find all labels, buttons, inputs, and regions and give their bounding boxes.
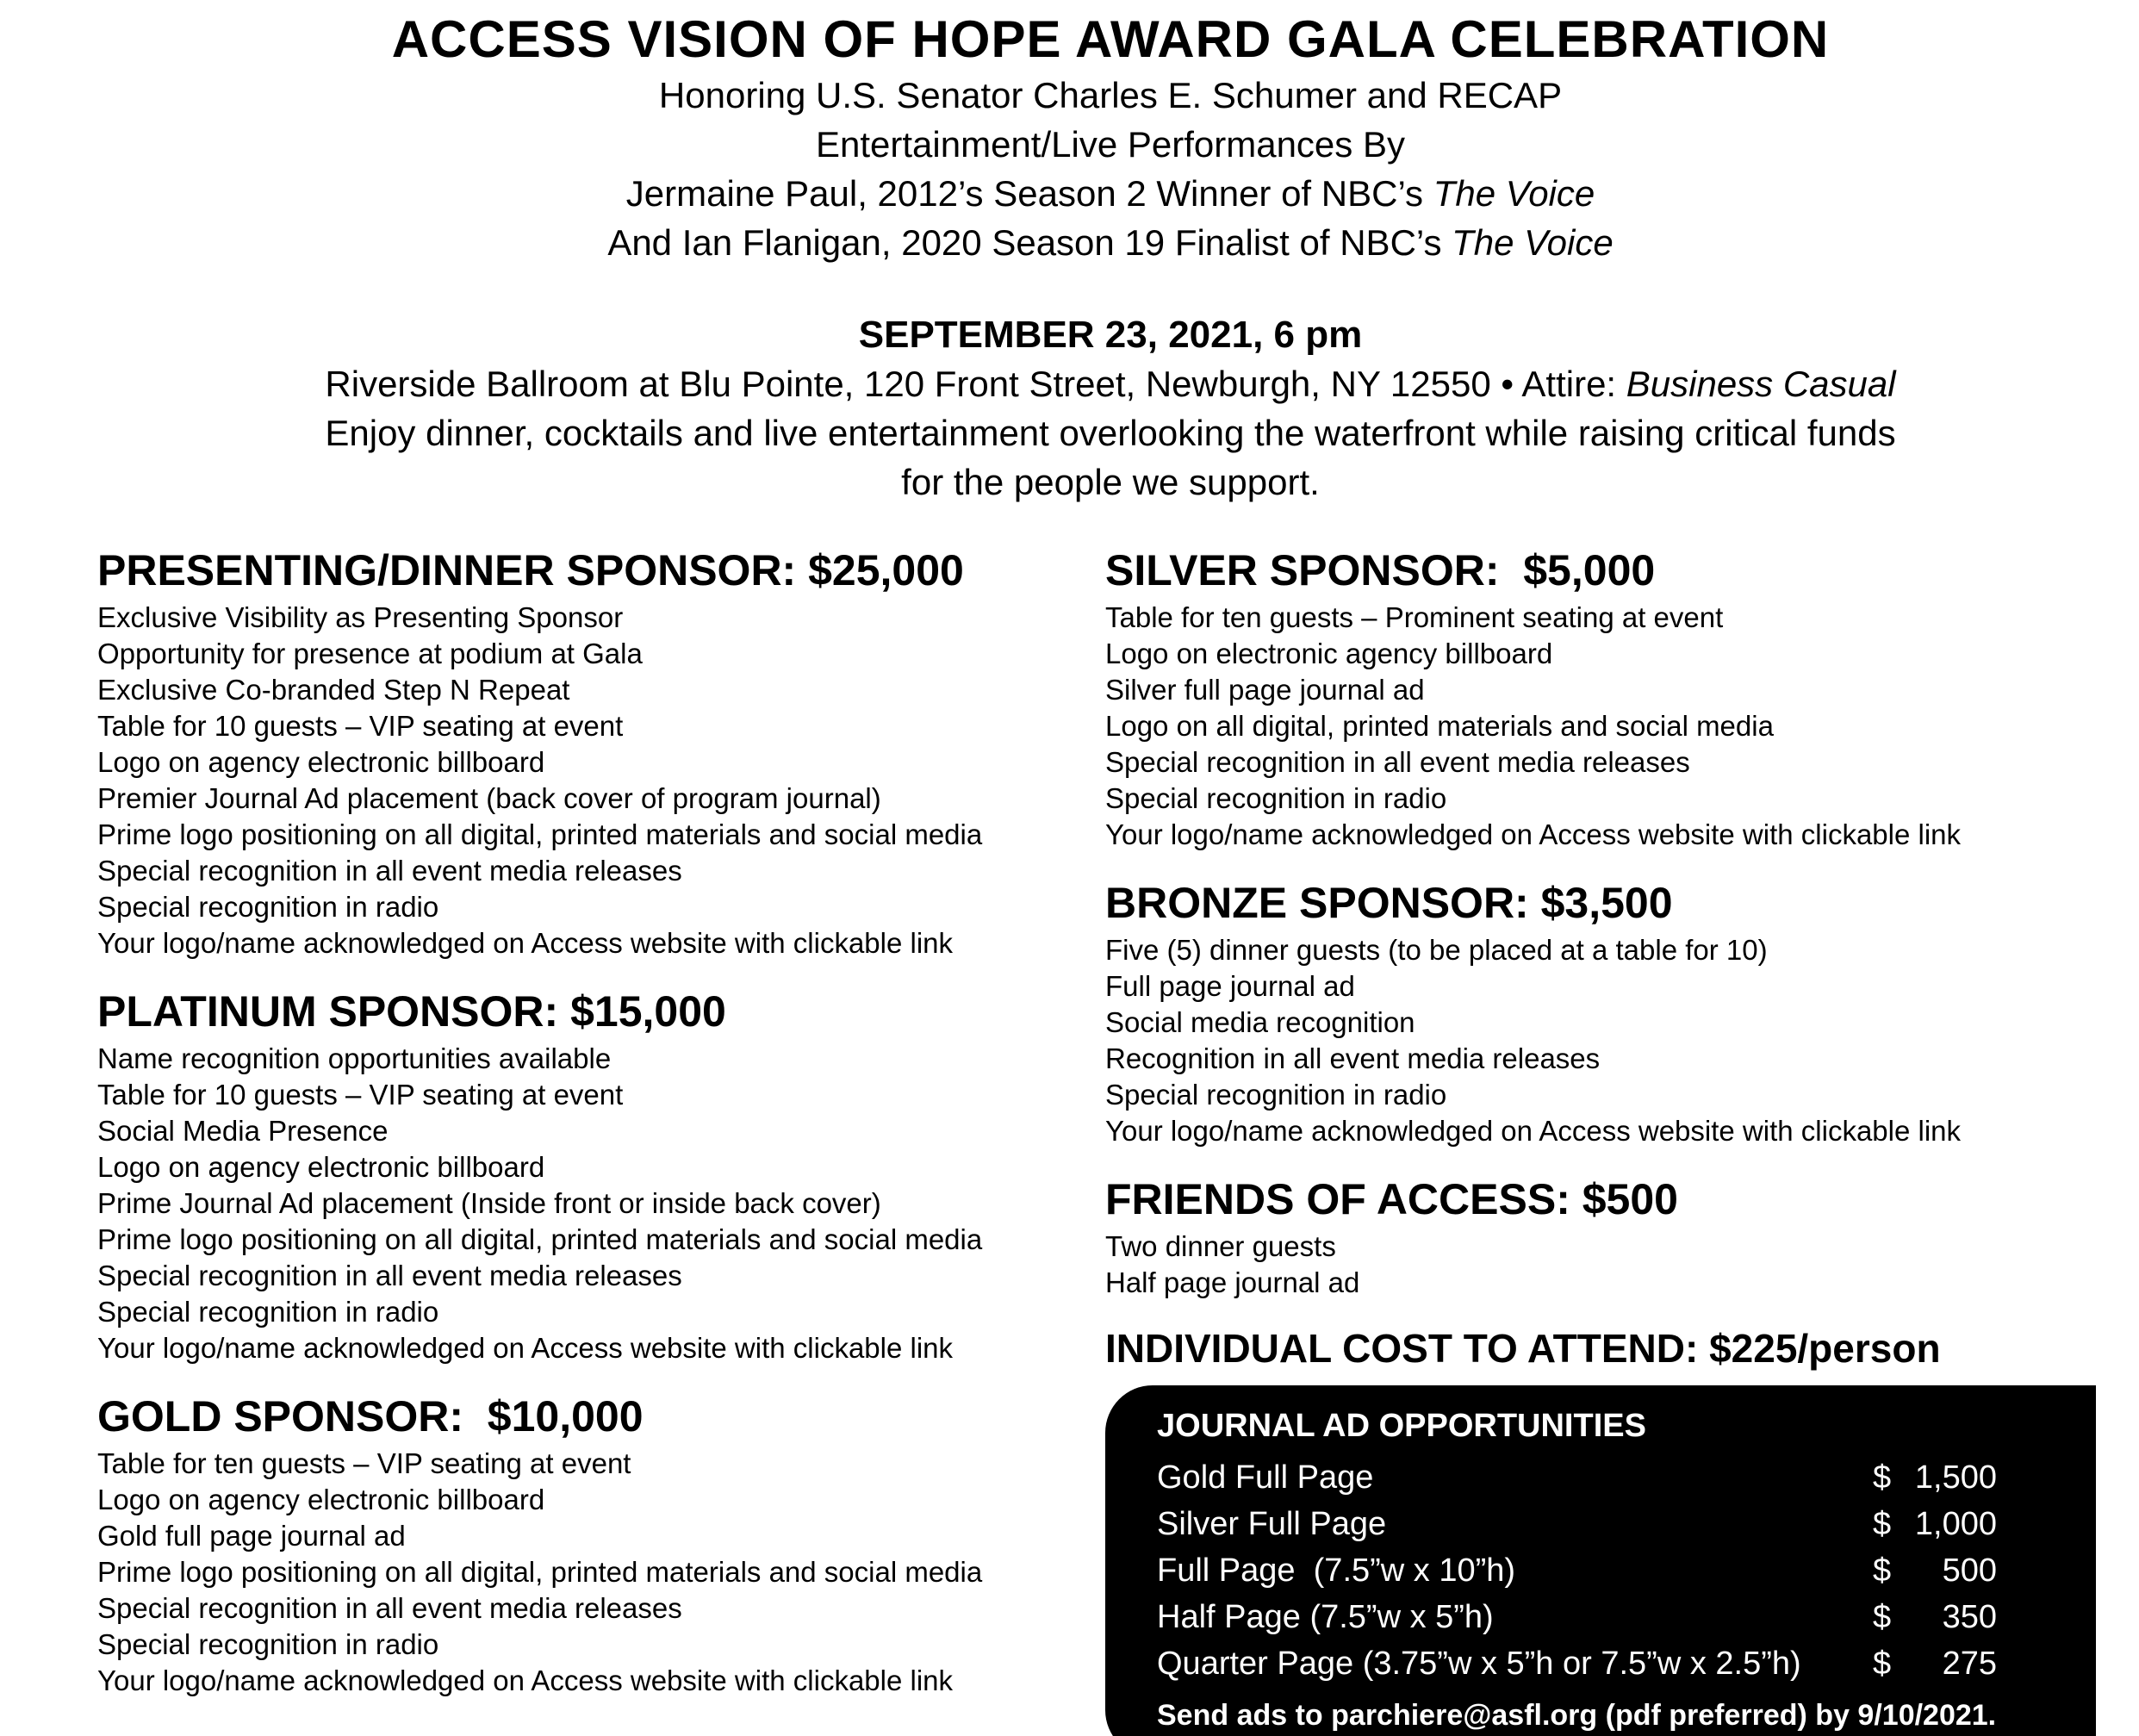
performer2-show-title: The Voice: [1452, 222, 1614, 263]
benefit-item: Logo on agency electronic billboard: [97, 1484, 545, 1515]
left-column: [97, 546, 1105, 1736]
right-column: [1105, 546, 2123, 1736]
benefit-item: Logo on electronic agency billboard: [1105, 638, 1553, 669]
benefit-item: Special recognition in radio: [97, 1296, 439, 1328]
benefit-item: Opportunity for presence at podium at Gala: [97, 638, 643, 669]
benefit-item: Logo on agency electronic billboard: [97, 746, 545, 778]
gold-sponsor-section: [97, 1392, 1105, 1699]
performer1-show-title: The Voice: [1433, 173, 1595, 214]
presenting-sponsor-section: [97, 546, 1105, 961]
silver-sponsor-heading: SILVER SPONSOR: $5,000: [1105, 546, 1656, 594]
benefit-item: Special recognition in radio: [97, 1628, 439, 1660]
benefit-item: Prime logo positioning on all digital, printed materials and social media: [97, 1556, 983, 1588]
platinum-sponsor-heading: PLATINUM SPONSOR: $15,000: [97, 987, 726, 1036]
ad-price: 500: [1942, 1552, 1997, 1589]
ad-price: 1,500: [1914, 1459, 1997, 1496]
benefit-item: Prime logo positioning on all digital, printed materials and social media: [97, 818, 983, 850]
ad-size-label: Quarter Page (3.75”w x 5”h or 7.5”w x 2.5”h): [1157, 1646, 1801, 1682]
benefit-item: Your logo/name acknowledged on Access website with clickable link: [1105, 1115, 1962, 1147]
benefit-item: Special recognition in radio: [1105, 782, 1447, 814]
benefit-item: Logo on all digital, printed materials and social media: [1105, 710, 1774, 742]
journal-ad-row: [1157, 1547, 2070, 1594]
benefit-item: Special recognition in all event media releases: [1105, 746, 1690, 778]
ad-price: 350: [1942, 1599, 1997, 1635]
benefit-item: Your logo/name acknowledged on Access website with clickable link: [1105, 818, 1962, 850]
send-ads-instruction: Send ads to parchiere@asfl.org (pdf preferred) by 9/10/2021.: [1157, 1699, 1997, 1732]
benefit-item: Gold full page journal ad: [97, 1520, 406, 1552]
event-datetime: SEPTEMBER 23, 2021, 6 pm: [858, 314, 1363, 356]
benefit-item: Exclusive Co-branded Step N Repeat: [97, 674, 570, 706]
benefit-item: Full page journal ad: [1105, 970, 1355, 1002]
journal-ad-row: [1157, 1640, 2070, 1687]
currency-symbol: $: [1873, 1552, 1892, 1589]
ad-size-label: Silver Full Page: [1157, 1506, 1387, 1542]
friends-of-access-heading: FRIENDS OF ACCESS: $500: [1105, 1175, 1678, 1223]
event-description-line2: for the people we support.: [901, 462, 1320, 502]
silver-sponsor-section: [1105, 546, 2123, 853]
gold-sponsor-heading: GOLD SPONSOR: $10,000: [97, 1392, 644, 1440]
performer1-line: [97, 169, 2123, 218]
benefit-item: Silver full page journal ad: [1105, 674, 1425, 706]
attire-text: Business Casual: [1626, 364, 1896, 404]
benefit-item: Your logo/name acknowledged on Access website with clickable link: [97, 1332, 954, 1364]
entertainment-line: Entertainment/Live Performances By: [816, 124, 1405, 165]
benefit-item: Five (5) dinner guests (to be placed at a table for 10): [1105, 934, 1768, 966]
benefit-item: Your logo/name acknowledged on Access website with clickable link: [97, 1664, 954, 1696]
benefit-item: Table for 10 guests – VIP seating at event: [97, 710, 624, 742]
event-description-line1: Enjoy dinner, cocktails and live entertainment overlooking the waterfront while raising critical funds: [325, 413, 1896, 453]
venue-text: Riverside Ballroom at Blu Pointe, 120 Front Street, Newburgh, NY 12550 • Attire:: [325, 364, 1626, 404]
individual-cost-heading: INDIVIDUAL COST TO ATTEND: $225/person: [1105, 1326, 1941, 1371]
ad-size-label: Half Page (7.5”w x 5”h): [1157, 1599, 1494, 1635]
ad-size-label: Full Page (7.5”w x 10”h): [1157, 1552, 1516, 1589]
friends-of-access-section: [1105, 1175, 2123, 1301]
benefit-item: Logo on agency electronic billboard: [97, 1151, 545, 1183]
bronze-sponsor-section: [1105, 879, 2123, 1149]
presenting-sponsor-heading: PRESENTING/DINNER SPONSOR: $25,000: [97, 546, 964, 594]
benefit-item: Your logo/name acknowledged on Access website with clickable link: [97, 927, 954, 959]
benefit-item: Table for ten guests – Prominent seating at event: [1105, 601, 1724, 633]
ad-price: 275: [1942, 1646, 1997, 1682]
sponsor-columns: [97, 546, 2123, 1736]
performer1-text: Jermaine Paul, 2012’s Season 2 Winner of NBC’s: [625, 173, 1433, 214]
benefit-item: Table for 10 guests – VIP seating at event: [97, 1079, 624, 1111]
currency-symbol: $: [1873, 1646, 1892, 1682]
benefit-item: Social media recognition: [1105, 1006, 1415, 1038]
honoring-line: Honoring U.S. Senator Charles E. Schumer and RECAP: [658, 75, 1563, 115]
journal-ad-row: [1157, 1594, 2070, 1640]
currency-symbol: $: [1873, 1599, 1892, 1635]
benefit-item: Premier Journal Ad placement (back cover of program journal): [97, 782, 881, 814]
performer2-line: [97, 218, 2123, 267]
benefit-item: Special recognition in radio: [1105, 1079, 1447, 1111]
benefit-item: Special recognition in radio: [97, 891, 439, 923]
benefit-item: Exclusive Visibility as Presenting Sponsor: [97, 601, 624, 633]
benefit-item: Social Media Presence: [97, 1115, 389, 1147]
journal-ad-row: [1157, 1501, 2070, 1547]
journal-ad-heading: JOURNAL AD OPPORTUNITIES: [1157, 1408, 1646, 1444]
benefit-item: Special recognition in all event media releases: [97, 1592, 682, 1624]
currency-symbol: $: [1873, 1506, 1892, 1542]
journal-ad-row: [1157, 1454, 2070, 1501]
event-title: ACCESS VISION OF HOPE AWARD GALA CELEBRATION: [391, 10, 1830, 68]
venue-line: [97, 359, 2123, 408]
ad-size-label: Gold Full Page: [1157, 1459, 1374, 1496]
ad-price: 1,000: [1914, 1506, 1997, 1542]
platinum-sponsor-section: [97, 987, 1105, 1366]
currency-symbol: $: [1873, 1459, 1892, 1496]
journal-ad-panel: [1105, 1385, 2096, 1736]
benefit-item: Prime Journal Ad placement (Inside front or inside back cover): [97, 1187, 881, 1219]
benefit-item: Half page journal ad: [1105, 1266, 1360, 1298]
benefit-item: Prime logo positioning on all digital, printed materials and social media: [97, 1223, 983, 1255]
benefit-item: Recognition in all event media releases: [1105, 1042, 1601, 1074]
benefit-item: Name recognition opportunities available: [97, 1042, 612, 1074]
event-header: [97, 9, 2123, 507]
benefit-item: Table for ten guests – VIP seating at event: [97, 1447, 631, 1479]
benefit-item: Special recognition in all event media releases: [97, 855, 682, 887]
bronze-sponsor-heading: BRONZE SPONSOR: $3,500: [1105, 879, 1673, 927]
benefit-item: Special recognition in all event media releases: [97, 1260, 682, 1291]
performer2-text: And Ian Flanigan, 2020 Season 19 Finalist of NBC’s: [607, 222, 1452, 263]
benefit-item: Two dinner guests: [1105, 1230, 1336, 1262]
